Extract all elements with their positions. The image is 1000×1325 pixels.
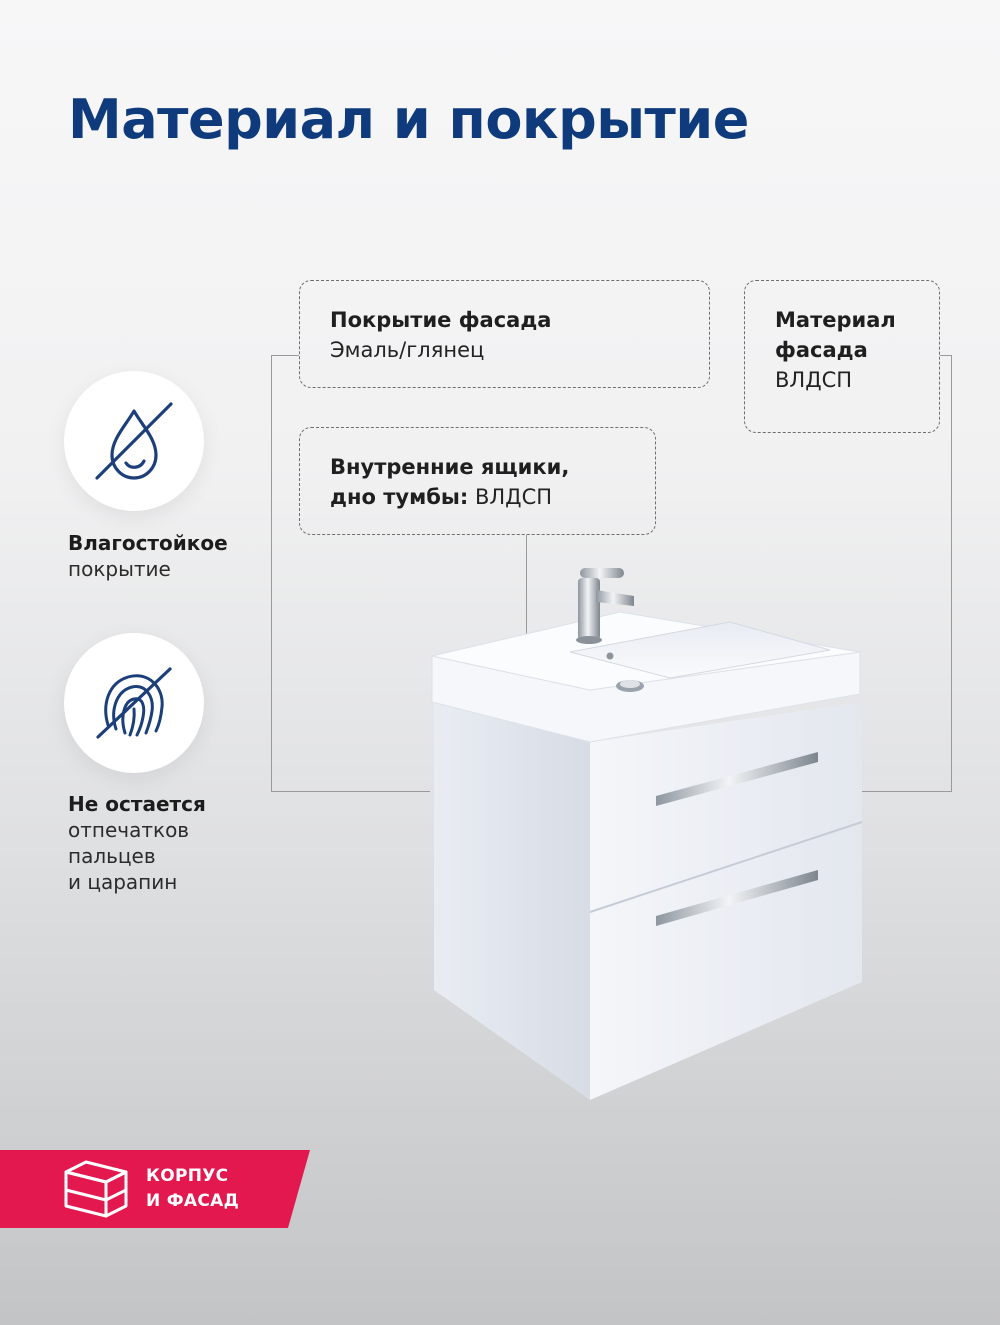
connector-left-horizontal-bottom <box>271 791 430 792</box>
callout-facade-coating-label: Покрытие фасада <box>330 308 552 332</box>
callout-inner-drawers-value: ВЛДСП <box>474 485 553 509</box>
feature-moisture-resistant-text: покрытие <box>68 557 171 581</box>
badge-line-1: КОРПУС <box>146 1166 229 1186</box>
page-title: Материал и покрытие <box>68 88 749 151</box>
vanity-unit-image <box>420 560 880 1110</box>
callout-facade-coating-value: Эмаль/глянец <box>330 338 485 362</box>
callout-inner-drawers-label-1: Внутренние ящики, <box>330 455 570 479</box>
connector-left-vertical <box>271 355 272 792</box>
feature-no-fingerprints-title: Не остается <box>68 792 206 816</box>
callout-facade-material <box>744 280 940 433</box>
badge-line-2: И ФАСАД <box>146 1191 240 1211</box>
connector-right-vertical <box>951 355 952 792</box>
feature-moisture-resistant <box>68 530 228 582</box>
callout-inner-drawers-label-2: дно тумбы: <box>330 485 469 509</box>
callout-inner-drawers <box>299 427 656 535</box>
feature-moisture-resistant-title: Влагостойкое <box>68 531 228 555</box>
water-drop-crossed-icon <box>64 371 204 511</box>
body-and-facade-badge <box>0 1150 310 1228</box>
callout-facade-material-label-1: Материал <box>775 308 896 332</box>
feature-no-fingerprints <box>68 791 206 895</box>
callout-facade-material-value: ВЛДСП <box>775 368 853 392</box>
badge-label <box>146 1164 239 1214</box>
feature-no-fingerprints-text: отпечатков пальцев и царапин <box>68 818 190 894</box>
connector-left-horizontal-top <box>271 355 299 356</box>
fingerprint-crossed-icon <box>64 633 204 773</box>
callout-facade-material-label-2: фасада <box>775 338 868 362</box>
callout-facade-coating <box>299 280 710 388</box>
